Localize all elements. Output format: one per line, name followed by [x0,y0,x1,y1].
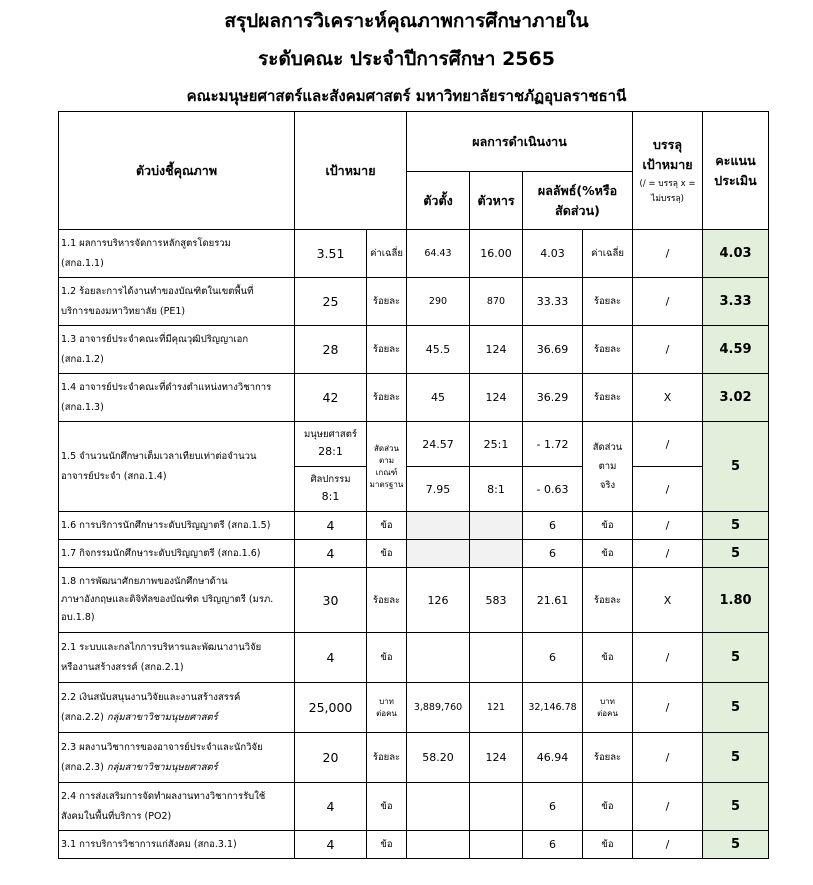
target-value: 4 [295,512,367,540]
result-unit [583,422,633,512]
result-unit: ข้อ [583,831,633,859]
numerator-value: 7.95 [407,467,470,512]
indicator-code: (สกอ.2.2) [61,711,107,723]
table-row [59,633,769,683]
numerator-value: 3,889,760 [407,683,470,733]
indicator-line: 1.1 ผลการบริหารจัดการหลักสูตรโดยรวม [61,237,231,249]
result-value: 6 [523,512,583,540]
indicator-line: 2.3 ผลงานวิชาการของอาจารย์ประจำและนักวิจัย [61,741,263,753]
result-header [523,172,633,230]
indicator-line [61,708,292,728]
numerator-value: 64.43 [407,230,470,278]
result-header-line2: สัดส่วน) [555,202,600,218]
indicator-line: 1.8 การพัฒนาศักยภาพของนักศึกษาด้าน [61,575,228,587]
indicator-line: 1.4 อาจารย์ประจำคณะที่ดำรงตำแหน่งทางวิชาการ [61,381,272,393]
score-header-line1: คะแนน [715,152,756,168]
numerator-value: 24.57 [407,422,470,467]
indicator-cell: 1.6 การบริการนักศึกษาระดับปริญญาตรี (สกอ.1.5) [59,512,295,540]
indicator-line: (สกอ.1.1) [61,257,104,269]
result-unit: ข้อ [583,512,633,540]
result-unit: ค่าเฉลี่ย [583,230,633,278]
indicator-line: 1.5 จำนวนนักศึกษาเต็มเวลาเทียบเท่าต่อจำนวน [61,450,257,462]
result-value: 33.33 [523,278,583,326]
target-value: 42 [295,374,367,422]
denominator-empty [470,540,523,568]
table-row [59,422,769,467]
indicator-line: 2.4 การส่งเสริมการจัดทำผลงานทางวิชาการรับใช้ [61,790,266,802]
target-value: 4 [295,831,367,859]
indicator-cell [59,230,295,278]
indicator-line: หรืองานสร้างสรรค์ (สกอ.2.1) [61,661,184,673]
score-value: 5 [703,633,769,683]
score-value: 5 [703,831,769,859]
result-value: 6 [523,831,583,859]
table-row [59,326,769,374]
score-value: 5 [703,540,769,568]
page-title: สรุปผลการวิเคราะห์คุณภาพการศึกษาภายใน [224,10,589,32]
target-unit [367,422,407,512]
result-unit: ร้อยละ [583,278,633,326]
table-row [59,512,769,540]
target-unit [367,683,407,733]
result-unit: ข้อ [583,633,633,683]
table-row [59,831,769,859]
met-mark: / [633,422,703,467]
unit-line: บาท [379,696,394,706]
denominator-empty [470,831,523,859]
score-header [703,112,769,230]
indicator-cell [59,633,295,683]
met-legend: (/ = บรรลุ x = ไม่บรรลุ) [639,179,696,204]
table-row [59,568,769,633]
result-unit: ข้อ [583,540,633,568]
met-mark: / [633,230,703,278]
indicator-cell [59,783,295,831]
target-header: เป้าหมาย [295,112,407,230]
unit-line: ต่อคน [597,708,618,718]
indicator-code: (สกอ.2.3) [61,761,107,773]
met-header [633,112,703,230]
score-value: 4.59 [703,326,769,374]
target-label: มนุษยศาสตร์ [303,428,358,440]
met-mark: / [633,326,703,374]
indicator-line: (สกอ.1.3) [61,401,104,413]
denominator-empty [470,633,523,683]
unit-line: บาท [600,696,615,706]
indicator-cell [59,683,295,733]
result-value: 6 [523,540,583,568]
result-value: 21.61 [523,568,583,633]
met-header-line1: บรรลุ [653,137,683,153]
denominator-empty [470,783,523,831]
indicator-cell [59,568,295,633]
faculty-title: คณะมนุษยศาสตร์และสังคมศาสตร์ มหาวิทยาลัยราชภัฏอุบลราชธานี [186,87,627,105]
result-value: 6 [523,633,583,683]
result-value: 46.94 [523,733,583,783]
indicator-group: กลุ่มสาขาวิชามนุษยศาสตร์ [106,711,218,723]
result-value: - 1.72 [523,422,583,467]
score-value: 5 [703,683,769,733]
table-row [59,230,769,278]
quality-table [58,111,769,859]
performance-header: ผลการดำเนินงาน [407,112,633,172]
target-value: 28:1 [318,444,343,458]
target-value: 25 [295,278,367,326]
met-mark: / [633,278,703,326]
indicator-cell [59,374,295,422]
target-value: 8:1 [321,489,340,503]
met-mark: / [633,540,703,568]
result-unit: ร้อยละ [583,326,633,374]
target-unit: ร้อยละ [367,733,407,783]
target-unit: ข้อ [367,831,407,859]
met-mark: / [633,733,703,783]
target-value: 4 [295,540,367,568]
indicator-line: สังคมในพื้นที่บริการ (PO2) [61,810,172,822]
met-mark: / [633,831,703,859]
unit-line: มาตรฐาน [369,479,404,489]
indicator-cell: 3.1 การบริการวิชาการแก่สังคม (สกอ.3.1) [59,831,295,859]
numerator-empty [407,783,470,831]
denominator-empty [470,512,523,540]
indicator-header: ตัวบ่งชี้คุณภาพ [59,112,295,230]
indicator-line: (สกอ.1.2) [61,353,104,365]
target-value: 28 [295,326,367,374]
indicator-line: 2.1 ระบบและกลไกการบริหารและพัฒนางานวิจัย [61,641,262,653]
indicator-line: ภาษาอังกฤษและดิจิทัลของบัณฑิต ปริญญาตรี (มรภ. [61,593,274,605]
target-value: 4 [295,783,367,831]
score-header-line2: ประเมิน [714,172,757,188]
denominator-value: 8:1 [470,467,523,512]
indicator-cell: 1.7 กิจกรรมนักศึกษาระดับปริญญาตรี (สกอ.1.6) [59,540,295,568]
indicator-line: 2.2 เงินสนับสนุนงานวิจัยและงานสร้างสรรค์ [61,691,241,703]
met-mark: / [633,783,703,831]
target-humanities [295,422,367,467]
target-value: 3.51 [295,230,367,278]
score-value: 1.80 [703,568,769,633]
indicator-line: 1.3 อาจารย์ประจำคณะที่มีคุณวุฒิปริญญาเอก [61,333,249,345]
table-row [59,540,769,568]
target-unit: ข้อ [367,540,407,568]
target-unit: ร้อยละ [367,326,407,374]
denominator-value: 124 [470,326,523,374]
denominator-value: 124 [470,733,523,783]
numerator-value: 45 [407,374,470,422]
unit-line: จริง [599,480,616,491]
numerator-value: 58.20 [407,733,470,783]
indicator-line: บริการของมหาวิทยาลัย (PE1) [61,305,186,317]
indicator-line: 1.2 ร้อยละการได้งานทำของบัณฑิตในเขตพื้นที่ [61,285,254,297]
indicator-line: อบ.1.8) [61,612,95,624]
score-value: 3.33 [703,278,769,326]
numerator-empty [407,512,470,540]
target-value: 4 [295,633,367,683]
denominator-value: 870 [470,278,523,326]
result-value: - 0.63 [523,467,583,512]
table-row [59,683,769,733]
result-value: 4.03 [523,230,583,278]
met-mark: / [633,512,703,540]
unit-line: สัดส่วน [374,443,399,453]
numerator-value: 126 [407,568,470,633]
indicator-group: กลุ่มสาขาวิชามนุษยศาสตร์ [106,761,218,773]
denominator-value: 25:1 [470,422,523,467]
indicator-line [61,758,292,778]
score-value: 5 [703,422,769,512]
denominator-header: ตัวหาร [470,172,523,230]
result-value: 36.29 [523,374,583,422]
result-unit [583,683,633,733]
numerator-value: 290 [407,278,470,326]
target-value: 20 [295,733,367,783]
target-value: 25,000 [295,683,367,733]
result-value: 6 [523,783,583,831]
denominator-value: 583 [470,568,523,633]
result-value: 36.69 [523,326,583,374]
target-value: 30 [295,568,367,633]
met-mark: / [633,683,703,733]
met-mark: X [633,568,703,633]
target-unit: ร้อยละ [367,374,407,422]
score-value: 5 [703,783,769,831]
result-unit: ร้อยละ [583,733,633,783]
result-unit: ร้อยละ [583,568,633,633]
target-unit: ร้อยละ [367,278,407,326]
table-row [59,374,769,422]
target-unit: ข้อ [367,633,407,683]
header-row [59,112,769,172]
unit-line: ตาม [598,461,617,472]
denominator-value: 16.00 [470,230,523,278]
denominator-value: 121 [470,683,523,733]
indicator-cell [59,733,295,783]
unit-line: ตาม [379,455,394,465]
table-row [59,278,769,326]
indicator-cell [59,422,295,512]
target-unit: ร้อยละ [367,568,407,633]
met-mark: X [633,374,703,422]
target-unit: ค่าเฉลี่ย [367,230,407,278]
numerator-empty [407,540,470,568]
indicator-cell [59,278,295,326]
target-unit: ข้อ [367,783,407,831]
unit-line: เกณฑ์ [375,467,398,477]
result-unit: ร้อยละ [583,374,633,422]
numerator-value: 45.5 [407,326,470,374]
unit-line: สัดส่วน [592,442,623,453]
table-row [59,733,769,783]
numerator-empty [407,633,470,683]
result-value: 32,146.78 [523,683,583,733]
target-unit: ข้อ [367,512,407,540]
result-unit: ข้อ [583,783,633,831]
met-mark: / [633,467,703,512]
score-value: 5 [703,733,769,783]
score-value: 5 [703,512,769,540]
numerator-empty [407,831,470,859]
unit-line: ต่อคน [376,708,397,718]
score-value: 4.03 [703,230,769,278]
target-fine-arts [295,467,367,512]
met-mark: / [633,633,703,683]
table-row [59,783,769,831]
met-header-line2: เป้าหมาย [642,157,693,173]
page-subtitle: ระดับคณะ ประจำปีการศึกษา 2565 [258,48,555,70]
score-value: 3.02 [703,374,769,422]
result-header-line1: ผลลัพธ์(%หรือ [537,182,618,198]
indicator-cell [59,326,295,374]
indicator-line: อาจารย์ประจำ (สกอ.1.4) [61,470,167,482]
denominator-value: 124 [470,374,523,422]
numerator-header: ตัวตั้ง [407,172,470,230]
target-label: ศิลปกรรม [310,473,351,485]
